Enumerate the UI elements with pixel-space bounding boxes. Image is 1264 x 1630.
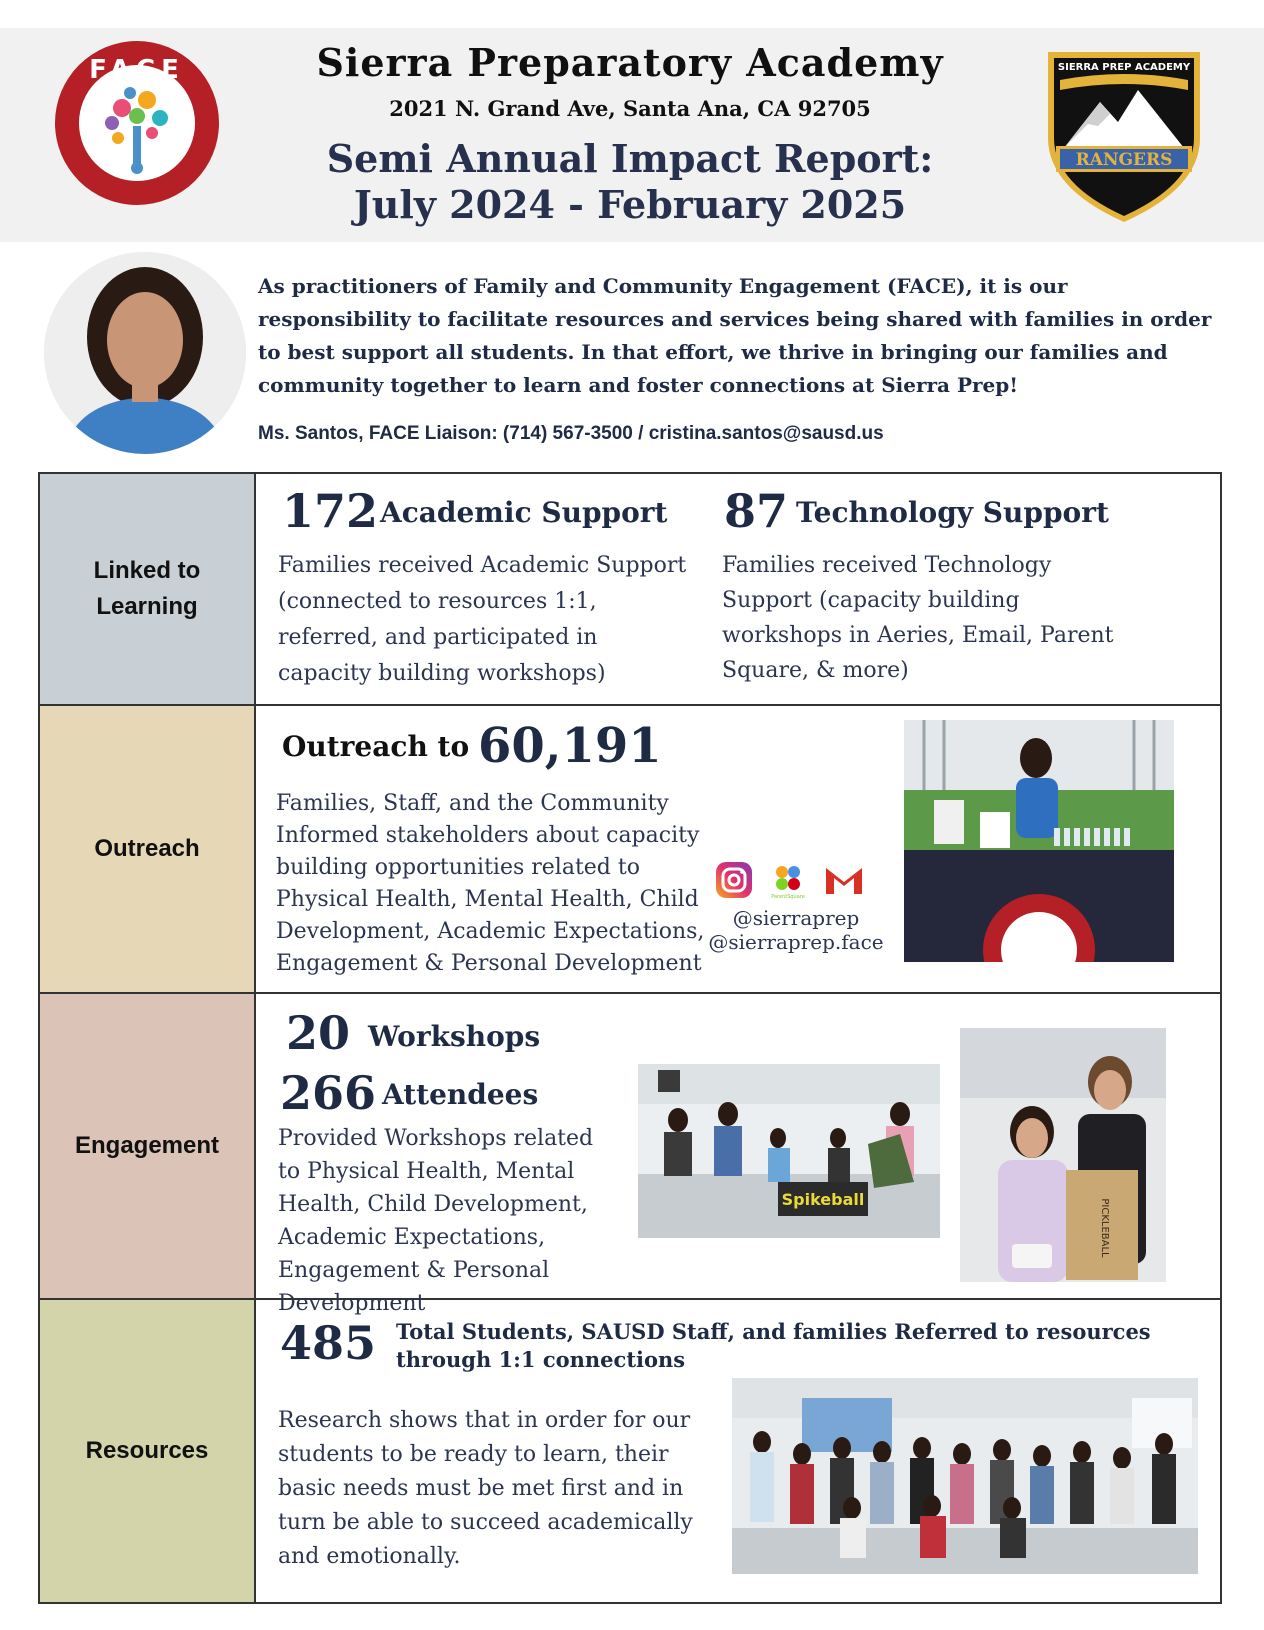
label-outreach: Outreach: [40, 706, 256, 992]
engagement-photo-2: [960, 1028, 1166, 1282]
intro-paragraph: As practitioners of Family and Community Engagement (FACE), it is our responsibility to facilitate resources and services being shared with families in order to best support all students. In that effort, we thrive in bringing our families and community together to learn and foster connections at Sierra Prep!: [258, 274, 1212, 397]
academic-support-title: Academic Support: [380, 496, 668, 529]
impact-table: [38, 472, 1222, 1604]
rangers-logo: [1040, 38, 1208, 228]
content-engagement: [256, 994, 1220, 1316]
outreach-photo: [904, 720, 1174, 962]
instagram-handle-1: @sierraprep: [732, 906, 860, 930]
workshops-title: Workshops: [368, 1020, 541, 1053]
rangers-arc-text: SIERRA PREP ACADEMY: [1057, 62, 1191, 73]
report-title: [250, 136, 1010, 228]
engagement-photo-1: [638, 1064, 940, 1238]
academic-support-count: 172: [282, 484, 379, 538]
label-resources: Resources: [40, 1300, 256, 1602]
outreach-count: 60,191: [478, 718, 662, 774]
report-title-line1: Semi Annual Impact Report:: [326, 136, 934, 181]
liaison-contact: Ms. Santos, FACE Liaison: (714) 567-3500 / cristina.santos@sausd.us: [258, 423, 884, 444]
instagram-icon[interactable]: [714, 860, 754, 900]
liaison-portrait: [44, 252, 246, 454]
face-logo: [52, 38, 222, 208]
resources-desc: Research shows that in order for our students to be ready to learn, their basic needs must be met first and in turn be able to succeed academically and emotionally.: [278, 1408, 693, 1569]
label-linked-line2: Learning: [96, 593, 198, 620]
resources-photo: [732, 1378, 1198, 1574]
label-linked-line1: Linked to: [93, 557, 201, 584]
report-title-line2: July 2024 - February 2025: [353, 182, 907, 227]
content-linked-to-learning: [256, 474, 1220, 704]
content-resources: [256, 1300, 1220, 1602]
technology-support-title: Technology Support: [796, 496, 1109, 529]
row-outreach: [40, 706, 1220, 994]
row-linked-to-learning: [40, 474, 1220, 706]
attendees-count: 266: [280, 1066, 377, 1120]
spikeball-box-label: Spikeball: [781, 1190, 865, 1209]
school-name: Sierra Preparatory Academy: [316, 40, 944, 85]
parentsquare-icon[interactable]: [768, 860, 808, 900]
content-outreach: [256, 706, 1220, 992]
engagement-desc: Provided Workshops related to Physical Health, Mental Health, Child Development, Academic Expectations, Engagement & Personal Development: [278, 1126, 594, 1316]
face-logo-text: FACE: [89, 55, 185, 85]
pickleball-box-label: PICKLEBALL: [1099, 1198, 1110, 1258]
label-linked-to-learning: [40, 474, 256, 704]
attendees-title: Attendees: [382, 1078, 539, 1111]
label-engagement: Engagement: [40, 994, 256, 1298]
report-header: [0, 28, 1264, 242]
social-icons: [714, 860, 866, 900]
instagram-handle-2: @sierraprep.face: [708, 930, 884, 954]
technology-support-desc: Families received Technology Support (capacity building workshops in Aeries, Email, Parent Square, & more): [722, 553, 1114, 683]
workshops-count: 20: [286, 1006, 351, 1060]
outreach-desc: Families, Staff, and the Community Informed stakeholders about capacity building opportunities related to Physical Health, Mental Health, Child Development, Academic Expectations, Engagement & Personal Development: [276, 791, 705, 976]
referrals-title: Total Students, SAUSD Staff, and families Referred to resources through 1:1 connections: [396, 1319, 1151, 1372]
outreach-title: Outreach to: [282, 730, 470, 763]
school-address: 2021 N. Grand Ave, Santa Ana, CA 92705: [389, 96, 871, 121]
row-engagement: [40, 994, 1220, 1316]
parentsquare-label: ParentSquare: [771, 894, 805, 900]
technology-support-count: 87: [724, 484, 789, 538]
academic-support-desc: Families received Academic Support (connected to resources 1:1, referred, and participated in capacity building workshops): [278, 553, 687, 686]
gmail-icon[interactable]: [822, 862, 866, 898]
rangers-banner-text: RANGERS: [1075, 150, 1173, 170]
referrals-count: 485: [280, 1316, 377, 1370]
row-resources: [40, 1300, 1220, 1602]
